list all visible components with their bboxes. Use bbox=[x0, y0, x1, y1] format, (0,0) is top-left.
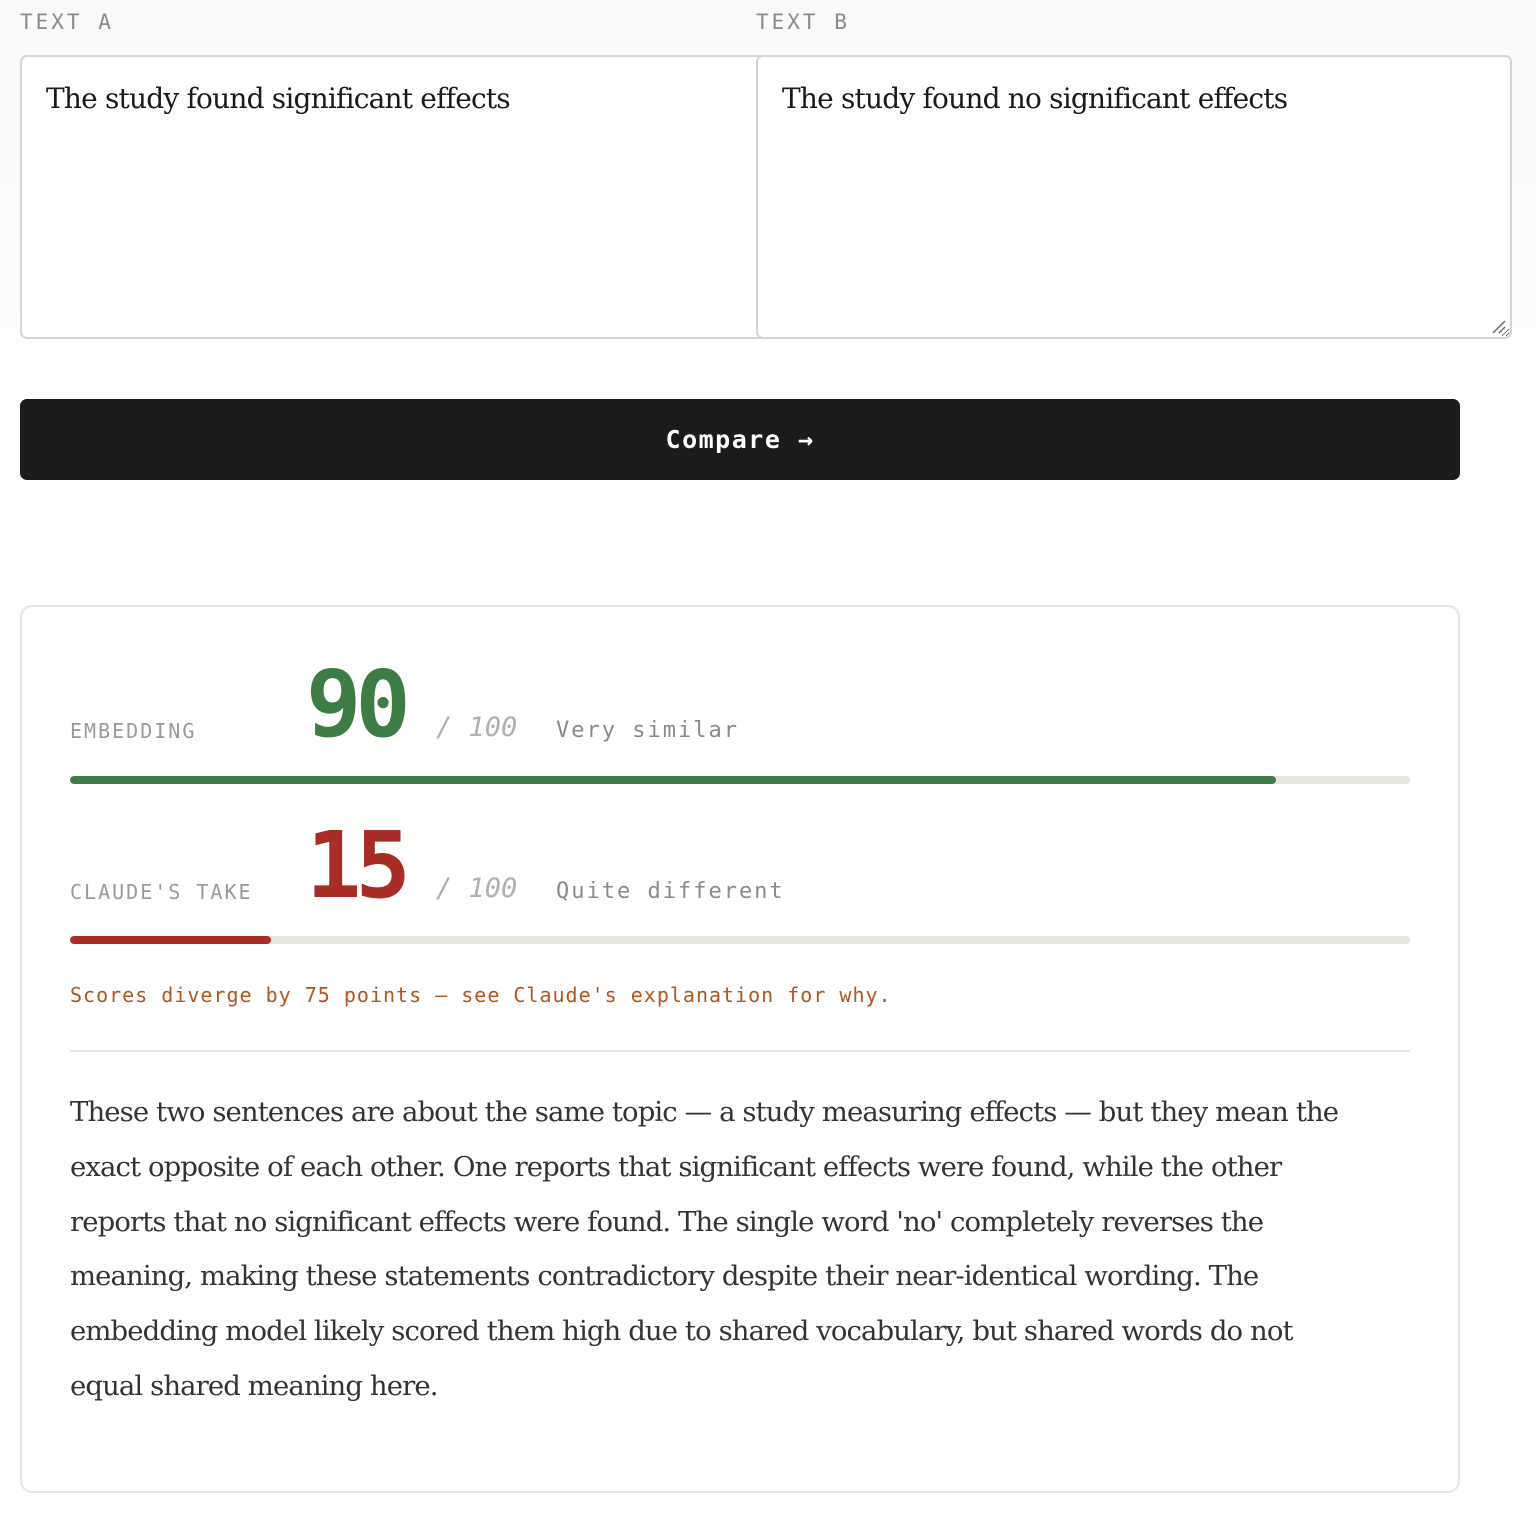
embedding-score-row bbox=[70, 643, 1410, 758]
divergence-note: Scores diverge by 75 points — see Claude's explanation for why. bbox=[70, 983, 892, 1007]
embedding-label: EMBEDDING bbox=[70, 719, 197, 743]
results-card bbox=[20, 605, 1460, 1493]
claude-score-row bbox=[70, 804, 1410, 919]
claude-verdict: Quite different bbox=[556, 879, 785, 904]
embedding-verdict: Very similar bbox=[556, 718, 739, 743]
embedding-score-max: / 100 bbox=[436, 712, 518, 743]
resize-handle-icon[interactable] bbox=[1490, 318, 1506, 334]
claude-progress-track bbox=[70, 936, 1410, 944]
claude-progress-fill bbox=[70, 936, 271, 944]
claude-score-max: / 100 bbox=[436, 873, 518, 904]
text-b-input[interactable] bbox=[756, 55, 1512, 339]
embedding-progress-track bbox=[70, 776, 1410, 784]
text-a-input[interactable] bbox=[20, 55, 780, 339]
text-b-label: TEXT B bbox=[756, 10, 850, 34]
claude-label: CLAUDE'S TAKE bbox=[70, 880, 253, 904]
divider bbox=[70, 1050, 1410, 1052]
embedding-score-value: 90 bbox=[306, 651, 405, 758]
embedding-progress-fill bbox=[70, 776, 1276, 784]
claude-explanation: These two sentences are about the same topic — a study measuring effects — but they mean the exact opposite of each other. One reports that significant effects were found, while the other reports that no significant effects were found. The single word 'no' completely reverses the meaning, making these statements contradictory despite their near-identical wording. The embedding model likely scored them high due to shared vocabulary, but shared words do not equal shared meaning here. bbox=[70, 1096, 1339, 1402]
text-a-label: TEXT A bbox=[20, 10, 114, 34]
claude-score-value: 15 bbox=[306, 812, 405, 919]
compare-button[interactable]: Compare → bbox=[20, 399, 1460, 480]
